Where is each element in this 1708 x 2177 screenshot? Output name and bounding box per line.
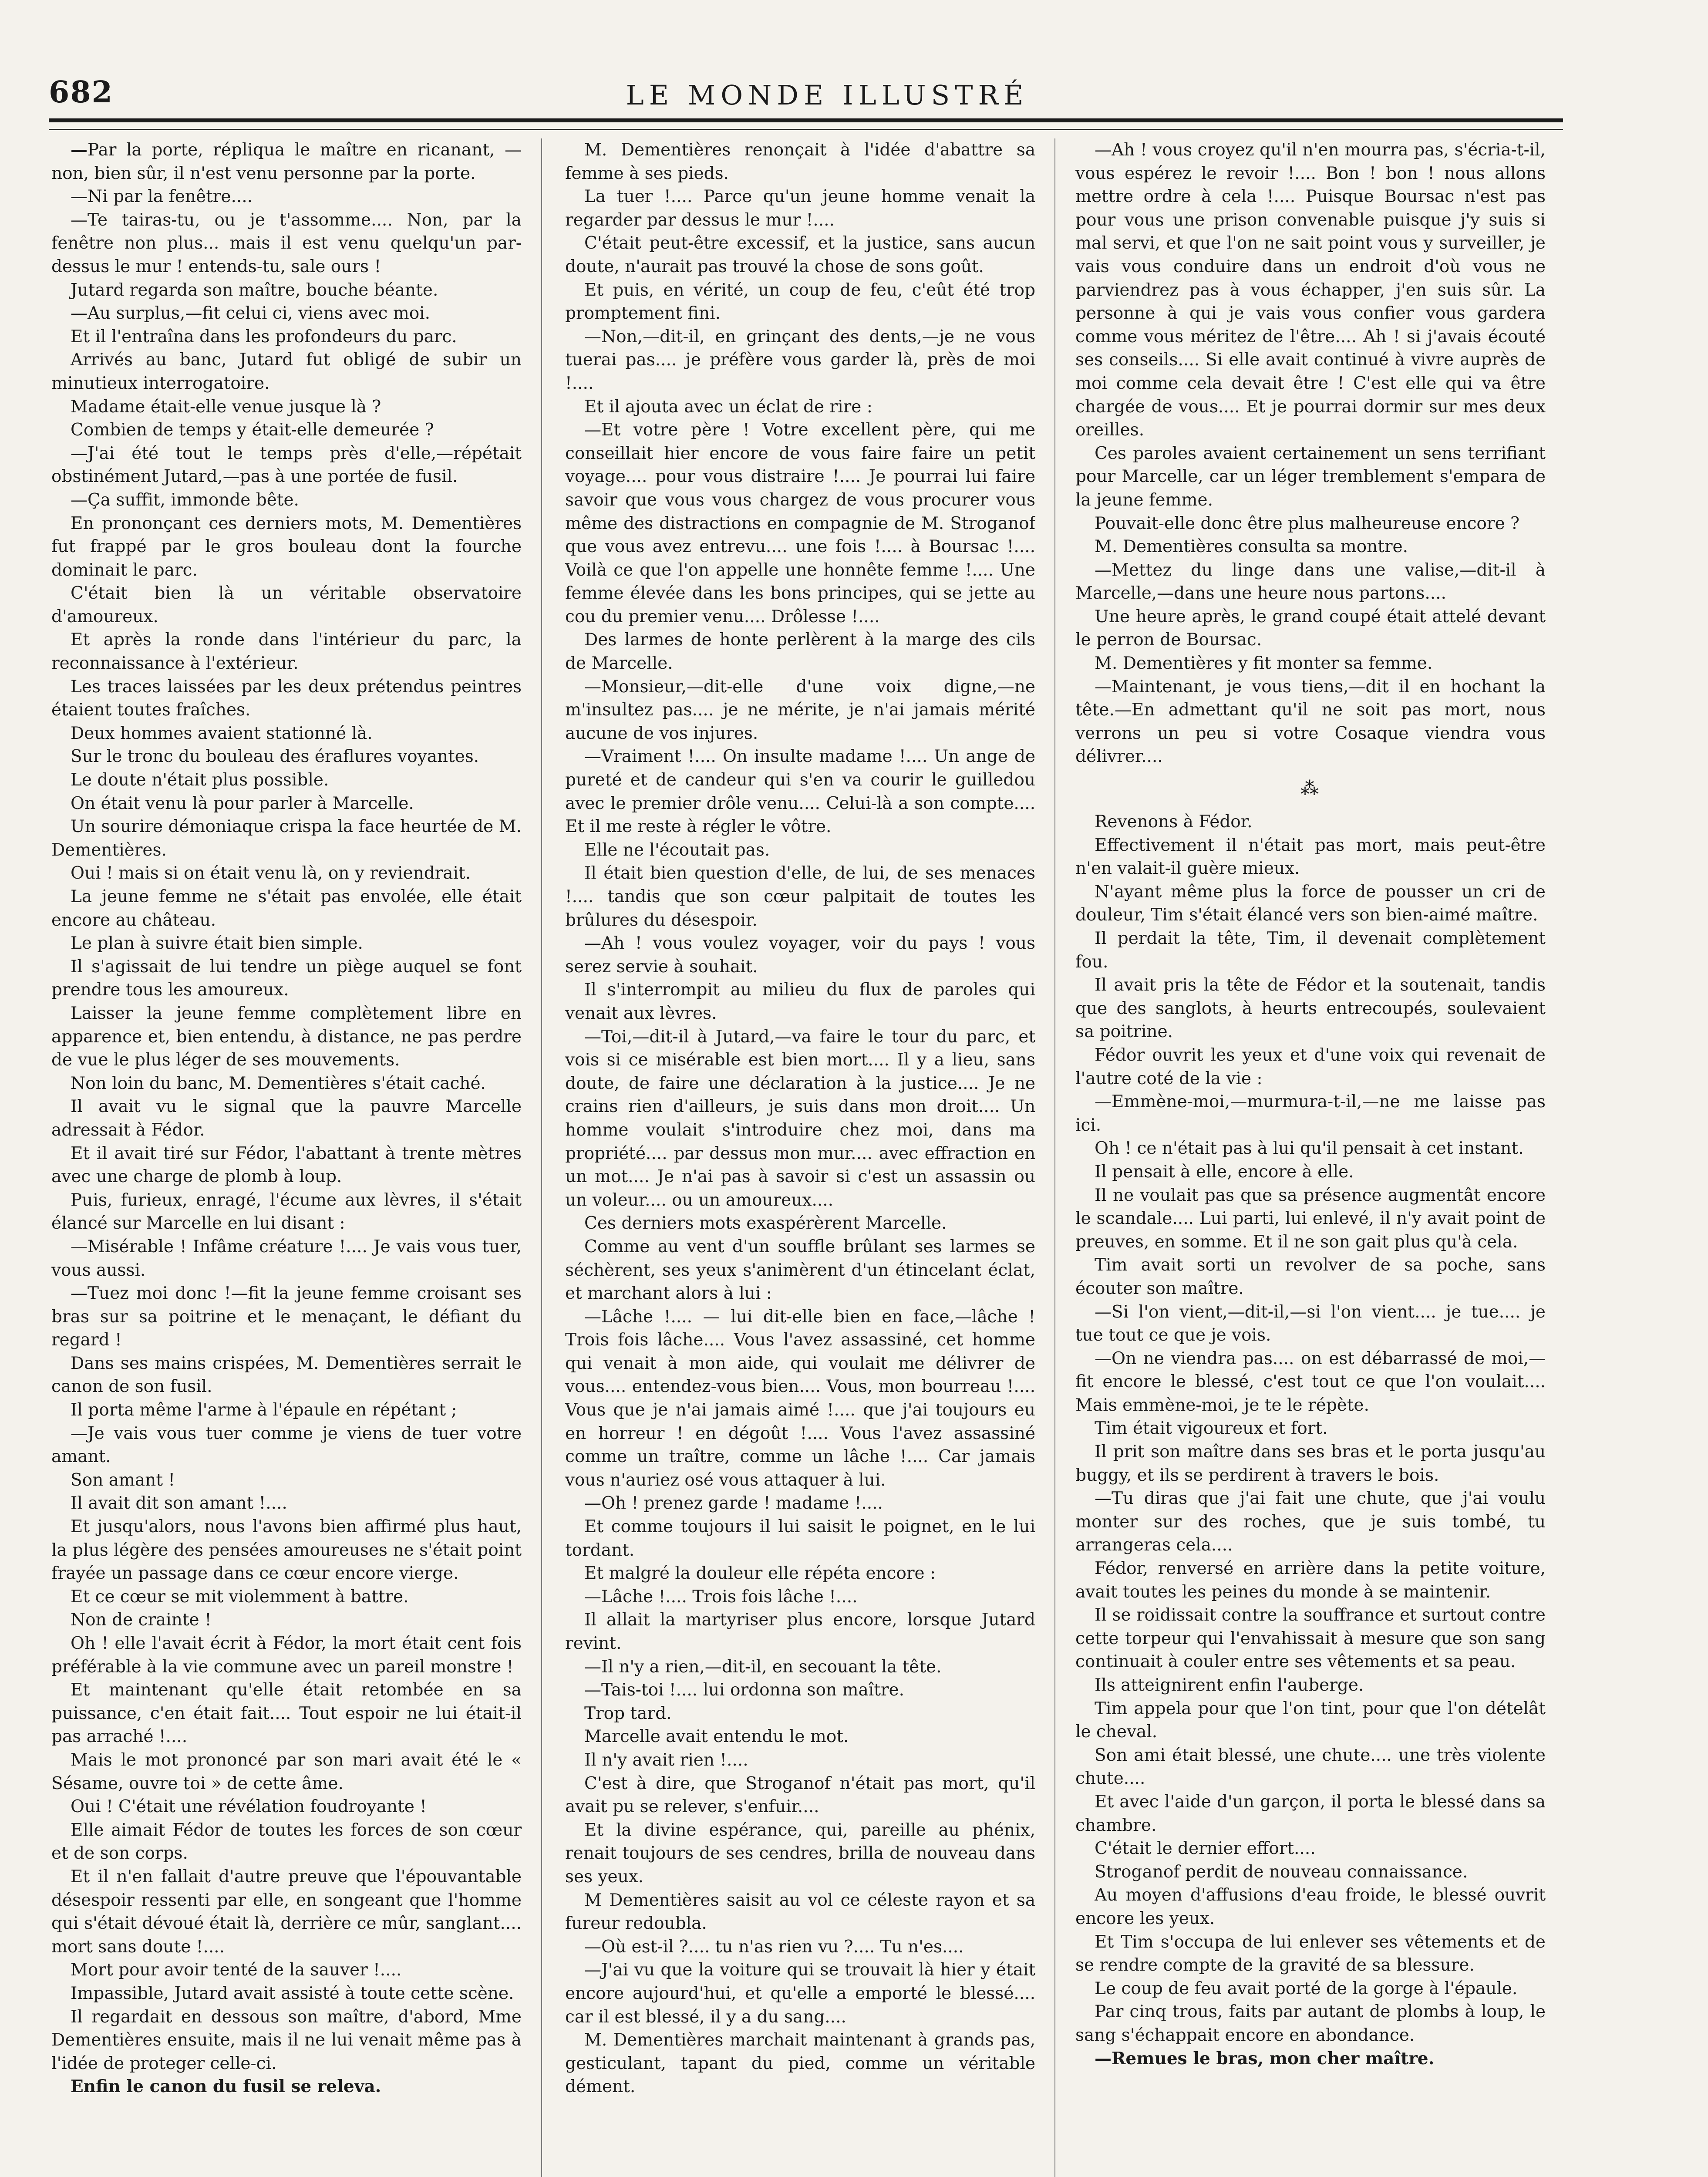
paragraph: Et avec l'aide d'un garçon, il porta le blessé dans sa chambre.: [1075, 1792, 1546, 1835]
paragraph: Tim appela pour que l'on tint, pour que l'on dételât le cheval.: [1075, 1698, 1546, 1742]
paragraph: —Toi,—dit-il à Jutard,—va faire le tour du parc, et vois si ce misérable est bien mort.... Il y a lieu, sans doute, de faire une déclaration à la justice.... Je ne crains rien d'ailleurs, je suis dans mon droit.... Un homme voulait s'introduire chez moi, dans ma propriété.... par dessus mon mur.... avec effraction en un mot.... Je n'ai pas à savoir si c'est un assassin ou un voleur.... ou un amoureux....: [565, 1027, 1035, 1210]
paragraph: Et Tim s'occupa de lui enlever ses vêtements et de se rendre compte de la gravité de sa blessure.: [1075, 1932, 1546, 1975]
paragraph: M. Dementières marchait maintenant à grands pas, gesticulant, tapant du pied, comme un véritable dément.: [565, 2030, 1035, 2097]
paragraph: —Emmène-moi,—murmura-t-il,—ne me laisse pas ici.: [1075, 1092, 1546, 1135]
paragraph: —Vraiment !.... On insulte madame !.... Un ange de pureté et de candeur qui s'en va courir le guilledou avec le premier drôle venu.... Celui-là a son compte.... Et il me reste à régler le vôtre.: [565, 747, 1035, 837]
paragraph: M Dementières saisit au vol ce céleste rayon et sa fureur redoubla.: [565, 1890, 1035, 1934]
paragraph: —Tu diras que j'ai fait une chute, que j'ai voulu monter sur des roches, que je suis tombé, tu arrangeras cela....: [1075, 1489, 1546, 1555]
paragraph: Il était bien question d'elle, de lui, de ses menaces !.... tandis que son cœur palpitait de toutes les brûlures du désespoir.: [565, 863, 1035, 930]
paragraph: —Non,—dit-il, en grinçant des dents,—je ne vous tuerai pas.... je préfère vous garder là, près de moi !....: [565, 327, 1035, 393]
paragraph: C'était bien là un véritable observatoire d'amoureux.: [51, 583, 522, 627]
paragraph: C'est à dire, que Stroganof n'était pas mort, qu'il avait pu se relever, s'enfuir....: [565, 1773, 1035, 1817]
paragraph: Il ne voulait pas que sa présence augmentât encore le scandale.... Lui parti, lui enlevé, il n'y avait point de preuves, en somme. Et il ne son gait plus qu'à cela.: [1075, 1185, 1546, 1252]
paragraph: Et puis, en vérité, un coup de feu, c'eût été trop promptement fini.: [565, 280, 1035, 324]
paragraph: M. Dementières renonçait à l'idée d'abattre sa femme à ses pieds.: [565, 140, 1035, 183]
paragraph: —Lâche !.... Trois fois lâche !....: [584, 1587, 858, 1607]
paragraph: —On ne viendra pas.... on est débarrassé de moi,—fit encore le blessé, c'est tout ce que l'on voulait.... Mais emmène-moi, je te le répète.: [1075, 1348, 1546, 1415]
column-separator: [541, 138, 542, 2177]
paragraph: Le plan à suivre était bien simple.: [71, 933, 363, 954]
running-title: LE MONDE ILLUSTRÉ: [626, 79, 1029, 111]
paragraph: Et maintenant qu'elle était retombée en sa puissance, c'en était fait.... Tout espoir ne lui était-il pas arraché !....: [51, 1680, 522, 1747]
paragraph: Une heure après, le grand coupé était attelé devant le perron de Boursac.: [1075, 607, 1546, 650]
paragraph: Puis, furieux, enragé, l'écume aux lèvres, il s'était élancé sur Marcelle en lui disant :: [51, 1190, 522, 1233]
paragraph: Le doute n'était plus possible.: [71, 770, 329, 790]
paragraph: Stroganof perdit de nouveau connaissance.: [1095, 1862, 1468, 1882]
paragraph: Il n'y avait rien !....: [584, 1750, 748, 1770]
paragraph: C'était le dernier effort....: [1095, 1839, 1316, 1859]
paragraph: Fédor ouvrit les yeux et d'une voix qui revenait de l'autre coté de la vie :: [1075, 1045, 1546, 1088]
paragraph: Marcelle avait entendu le mot.: [584, 1727, 849, 1747]
paragraph: Et la divine espérance, qui, pareille au phénix, renait toujours de ses cendres, brilla de nouveau dans ses yeux.: [565, 1820, 1035, 1887]
paragraph: Pouvait-elle donc être plus malheureuse encore ?: [1095, 513, 1519, 533]
paragraph: On était venu là pour parler à Marcelle.: [71, 793, 414, 813]
paragraph: Oui ! C'était une révélation foudroyante !: [71, 1797, 427, 1817]
paragraph: Trop tard.: [584, 1703, 672, 1723]
paragraph: —Lâche !.... — lui dit-elle bien en face,—lâche ! Trois fois lâche.... Vous l'avez assassiné, cet homme qui venait à mon aide, qui voulait me délivrer de vous.... entendez-vous bien.... Vous, mon bourreau !.... Vous que je n'ai jamais aimé !.... que j'ai toujours eu en horreur ! en dégoût !.... Vous l'avez assassiné comme un traître, comme un lâche !.... Car jamais vous n'auriez osé vous attaquer à lui.: [565, 1307, 1035, 1490]
text-column-3-part-2: [1075, 810, 1546, 2070]
paragraph: Mort pour avoir tenté de la sauver !....: [71, 1960, 402, 1980]
paragraph: [51, 138, 522, 185]
text-column-3: [1075, 138, 1546, 2177]
paragraph: —Je vais vous tuer comme je viens de tuer votre amant.: [51, 1423, 522, 1467]
paragraph: —Maintenant, je vous tiens,—dit il en hochant la tête.—En admettant qu'il ne soit pas mort, nous verrons un peu si votre Cosaque viendra vous délivrer....: [1075, 677, 1546, 767]
header-rule-thick: [49, 118, 1563, 122]
paragraph: Au moyen d'affusions d'eau froide, le blessé ouvrit encore les yeux.: [1075, 1885, 1546, 1928]
paragraph: Oh ! elle l'avait écrit à Fédor, la mort était cent fois préférable à la vie commune avec un pareil monstre !: [51, 1634, 522, 1677]
paragraph: Et il l'entraîna dans les profondeurs du parc.: [71, 327, 457, 347]
paragraph: Elle aimait Fédor de toutes les forces de son cœur et de son corps.: [51, 1820, 522, 1864]
column-separator: [1054, 138, 1055, 2177]
section-break-asterism: ⁂: [1300, 778, 1321, 799]
text-column-1: [51, 138, 522, 2177]
paragraph: Dans ses mains crispées, M. Dementières serrait le canon de son fusil.: [51, 1353, 522, 1397]
paragraph: —Et votre père ! Votre excellent père, qui me conseillait hier encore de vous faire faire un petit voyage.... pour vous distraire !.... Je pourrai lui faire savoir que vous vous chargez de vous procurer vous même des distractions en compagnie de M. Stroganof que vous avez entrevu.... une fois !.... à Boursac !.... Voilà ce que l'on appelle une honnête femme !.... Une femme élevée dans les bons principes, qui se jette au cou du premier venu.... Drôlesse !....: [565, 420, 1035, 627]
paragraph: —Au surplus,—fit celui ci, viens avec moi.: [71, 303, 431, 324]
paragraph: Tim était vigoureux et fort.: [1095, 1419, 1328, 1439]
paragraph: —Remues le bras, mon cher maître.: [1095, 2048, 1435, 2069]
paragraph: La jeune femme ne s'était pas envolée, elle était encore au château.: [51, 887, 522, 930]
page-number: 682: [49, 75, 113, 110]
paragraph: Et il ajouta avec un éclat de rire :: [584, 397, 873, 417]
paragraph: Deux hommes avaient stationné là.: [71, 723, 373, 743]
paragraph: Il allait la martyriser plus encore, lorsque Jutard revint.: [565, 1610, 1035, 1653]
paragraph: C'était peut-être excessif, et la justice, sans aucun doute, n'aurait pas trouvé la chose de sons goût.: [565, 233, 1035, 276]
paragraph: Ces paroles avaient certainement un sens terrifiant pour Marcelle, car un léger tremblement s'empara de la jeune femme.: [1075, 443, 1546, 510]
header-rule-thin: [49, 129, 1563, 130]
paragraph: Un sourire démoniaque crispa la face heurtée de M. Dementières.: [51, 817, 522, 860]
paragraph: Il s'agissait de lui tendre un piège auquel se font prendre tous les amoureux.: [51, 957, 522, 1000]
paragraph: Il avait dit son amant !....: [71, 1493, 287, 1513]
paragraph: La tuer !.... Parce qu'un jeune homme venait la regarder par dessus le mur !....: [565, 187, 1035, 230]
paragraph: Il se roidissait contre la souffrance et surtout contre cette torpeur qui l'envahissait à mesure que son sang continuait à couler entre ses vêtements et sa peau.: [1075, 1605, 1546, 1672]
paragraph: —J'ai vu que la voiture qui se trouvait là hier y était encore aujourd'hui, et qu'elle a emporté le blessé.... car il est blessé, il y a du sang....: [565, 1960, 1035, 2027]
paragraph: Et malgré la douleur elle répéta encore :: [584, 1564, 936, 1584]
paragraph: Les traces laissées par les deux prétendus peintres étaient toutes fraîches.: [51, 677, 522, 720]
paragraph: Mais le mot prononcé par son mari avait été le « Sésame, ouvre toi » de cette âme.: [51, 1750, 522, 1793]
paragraph: Ces derniers mots exaspérèrent Marcelle.: [584, 1213, 947, 1233]
paragraph: Et ce cœur se mit violemment à battre.: [71, 1587, 409, 1607]
paragraph: —Ah ! vous croyez qu'il n'en mourra pas, s'écria-t-il, vous espérez le revoir !.... Bon ! bon ! nous allons mettre ordre à cela !.... Puisque Boursac n'est pas pour vous une prison convenable puisque j'y suis si mal servi, et que l'on ne sait point vous y surveiller, je vais vous conduire dans un endroit d'où vous ne parviendrez pas à vous échapper, j'en suis sûr. La personne à qui je vais vous confier vous gardera comme vous méritez de l'être.... Ah ! si j'avais écouté ses conseils.... Si elle avait continué à vivre auprès de moi comme cela devait être ! C'est elle qui va être chargée de vous.... Et je pourrai dormir sur mes deux oreilles.: [1075, 140, 1546, 440]
paragraph: —Où est-il ?.... tu n'as rien vu ?.... Tu n'es....: [584, 1937, 964, 1957]
paragraph: Il pensait à elle, encore à elle.: [1095, 1162, 1354, 1182]
paragraph: Et jusqu'alors, nous l'avons bien affirmé plus haut, la plus légère des pensées amoureuses ne s'était point frayée un passage dans ce cœur encore vierge.: [51, 1517, 522, 1584]
paragraph: Il avait vu le signal que la pauvre Marcelle adressait à Fédor.: [51, 1097, 522, 1140]
paragraph: —Si l'on vient,—dit-il,—si l'on vient.... je tue.... je tue tout ce que je vois.: [1075, 1302, 1546, 1345]
paragraph: —Ça suffit, immonde bête.: [71, 490, 299, 510]
paragraph: Madame était-elle venue jusque là ?: [71, 397, 381, 417]
paragraph: —Te tairas-tu, ou je t'assomme.... Non, par la fenêtre non plus... mais il est venu quelqu'un par-dessus le mur ! entends-tu, sale ours !: [51, 210, 522, 276]
paragraph: —Monsieur,—dit-elle d'une voix digne,—ne m'insultez pas.... je ne mérite, je n'ai jamais mérité aucune de vos injures.: [565, 677, 1035, 743]
paragraph: M. Dementières y fit monter sa femme.: [1095, 654, 1433, 674]
paragraph: Non de crainte !: [71, 1610, 212, 1630]
paragraph: Elle ne l'écoutait pas.: [584, 840, 770, 860]
paragraph: Par cinq trous, faits par autant de plombs à loup, le sang s'échappait encore en abondance.: [1075, 2002, 1546, 2045]
paragraph: Oh ! ce n'était pas à lui qu'il pensait à cet instant.: [1095, 1139, 1524, 1159]
paragraph: N'ayant même plus la force de pousser un cri de douleur, Tim s'était élancé vers son bien-aimé maître.: [1075, 882, 1546, 925]
paragraph: —Oh ! prenez garde ! madame !....: [584, 1493, 883, 1513]
paragraph: Impassible, Jutard avait assisté à toute cette scène.: [71, 1983, 514, 2003]
paragraph: Le coup de feu avait porté de la gorge à l'épaule.: [1095, 1978, 1518, 1998]
paragraph: Oui ! mais si on était venu là, on y reviendrait.: [71, 863, 471, 883]
paragraph: —Ah ! vous voulez voyager, voir du pays ! vous serez servie à souhait.: [565, 933, 1035, 977]
paragraph: —Misérable ! Infâme créature !.... Je vais vous tuer, vous aussi.: [51, 1237, 522, 1280]
paragraph: Et il n'en fallait d'autre preuve que l'épouvantable désespoir ressenti par elle, en songeant que l'homme qui s'était dévoué était là, derrière ce mûr, sanglant.... mort sans doute !....: [51, 1867, 522, 1957]
lead-in-dash: —: [71, 140, 88, 160]
paragraph: Des larmes de honte perlèrent à la marge des cils de Marcelle.: [565, 630, 1035, 674]
paragraph: Effectivement il n'était pas mort, mais peut-être n'en valait-il guère mieux.: [1075, 835, 1546, 879]
paragraph: Revenons à Fédor.: [1095, 812, 1253, 832]
paragraph: —Tais-toi !.... lui ordonna son maître.: [584, 1680, 905, 1700]
paragraph: Jutard regarda son maître, bouche béante.: [71, 280, 438, 300]
paragraph: Il prit son maître dans ses bras et le porta jusqu'au buggy, et ils se perdirent à travers le bois.: [1075, 1442, 1546, 1485]
paragraph-text: Par la porte, répliqua le maître en ricanant, —non, bien sûr, il n'est venu personne par la porte.: [51, 140, 522, 183]
paragraph: Il avait pris la tête de Fédor et la soutenait, tandis que des sanglots, à heurts entrecoupés, soulevaient sa poitrine.: [1075, 975, 1546, 1042]
paragraph: Il porta même l'arme à l'épaule en répétant ;: [71, 1400, 457, 1420]
paragraph: —Mettez du linge dans une valise,—dit-il à Marcelle,—dans une heure nous partons....: [1075, 560, 1546, 603]
paragraph: Il s'interrompit au milieu du flux de paroles qui venait aux lèvres.: [565, 980, 1035, 1023]
paragraph: Tim avait sorti un revolver de sa poche, sans écouter son maître.: [1075, 1255, 1546, 1298]
paragraph: Enfin le canon du fusil se releva.: [71, 2076, 381, 2097]
paragraph: Il perdait la tête, Tim, il devenait complètement fou.: [1075, 929, 1546, 972]
paragraph: Fédor, renversé en arrière dans la petite voiture, avait toutes les peines du monde à se maintenir.: [1075, 1559, 1546, 1602]
paragraph: En prononçant ces derniers mots, M. Dementières fut frappé par le gros bouleau dont la fourche dominait le parc.: [51, 513, 522, 580]
paragraph: Il regardait en dessous son maître, d'abord, Mme Dementières ensuite, mais il ne lui venait même pas à l'idée de proteger celle-ci.: [51, 2007, 522, 2073]
paragraph: —J'ai été tout le temps près d'elle,—répétait obstinément Jutard,—pas à une portée de fusil.: [51, 443, 522, 487]
paragraph: Arrivés au banc, Jutard fut obligé de subir un minutieux interrogatoire.: [51, 350, 522, 393]
paragraph: Laisser la jeune femme complètement libre en apparence et, bien entendu, à distance, ne pas perdre de vue le plus léger de ses mouvements.: [51, 1003, 522, 1070]
paragraph: Et comme toujours il lui saisit le poignet, en le lui tordant.: [565, 1517, 1035, 1560]
paragraph: —Il n'y a rien,—dit-il, en secouant la tête.: [584, 1657, 942, 1677]
paragraph: M. Dementières consulta sa montre.: [1095, 537, 1408, 557]
paragraph: Combien de temps y était-elle demeurée ?: [71, 420, 434, 440]
text-column-2: [565, 138, 1035, 2177]
paragraph: Son amant !: [71, 1470, 175, 1490]
paragraph: Sur le tronc du bouleau des éraflures voyantes.: [71, 747, 479, 767]
paragraph: Comme au vent d'un souffle brûlant ses larmes se séchèrent, ses yeux s'animèrent d'un étincelant éclat, et marchant alors à lui :: [565, 1237, 1035, 1304]
paragraph: —Tuez moi donc !—fit la jeune femme croisant ses bras sur sa poitrine et le menaçant, le défiant du regard !: [51, 1284, 522, 1350]
paragraph: Et il avait tiré sur Fédor, l'abattant à trente mètres avec une charge de plomb à loup.: [51, 1143, 522, 1187]
paragraph: Son ami était blessé, une chute.... une très violente chute....: [1075, 1745, 1546, 1789]
paragraph: Ils atteignirent enfin l'auberge.: [1095, 1675, 1364, 1695]
paragraph: —Ni par la fenêtre....: [71, 187, 253, 207]
text-column-3-part-1: [1075, 138, 1546, 768]
paragraph: Non loin du banc, M. Dementières s'était caché.: [71, 1073, 486, 1093]
paragraph: Et après la ronde dans l'intérieur du parc, la reconnaissance à l'extérieur.: [51, 630, 522, 674]
